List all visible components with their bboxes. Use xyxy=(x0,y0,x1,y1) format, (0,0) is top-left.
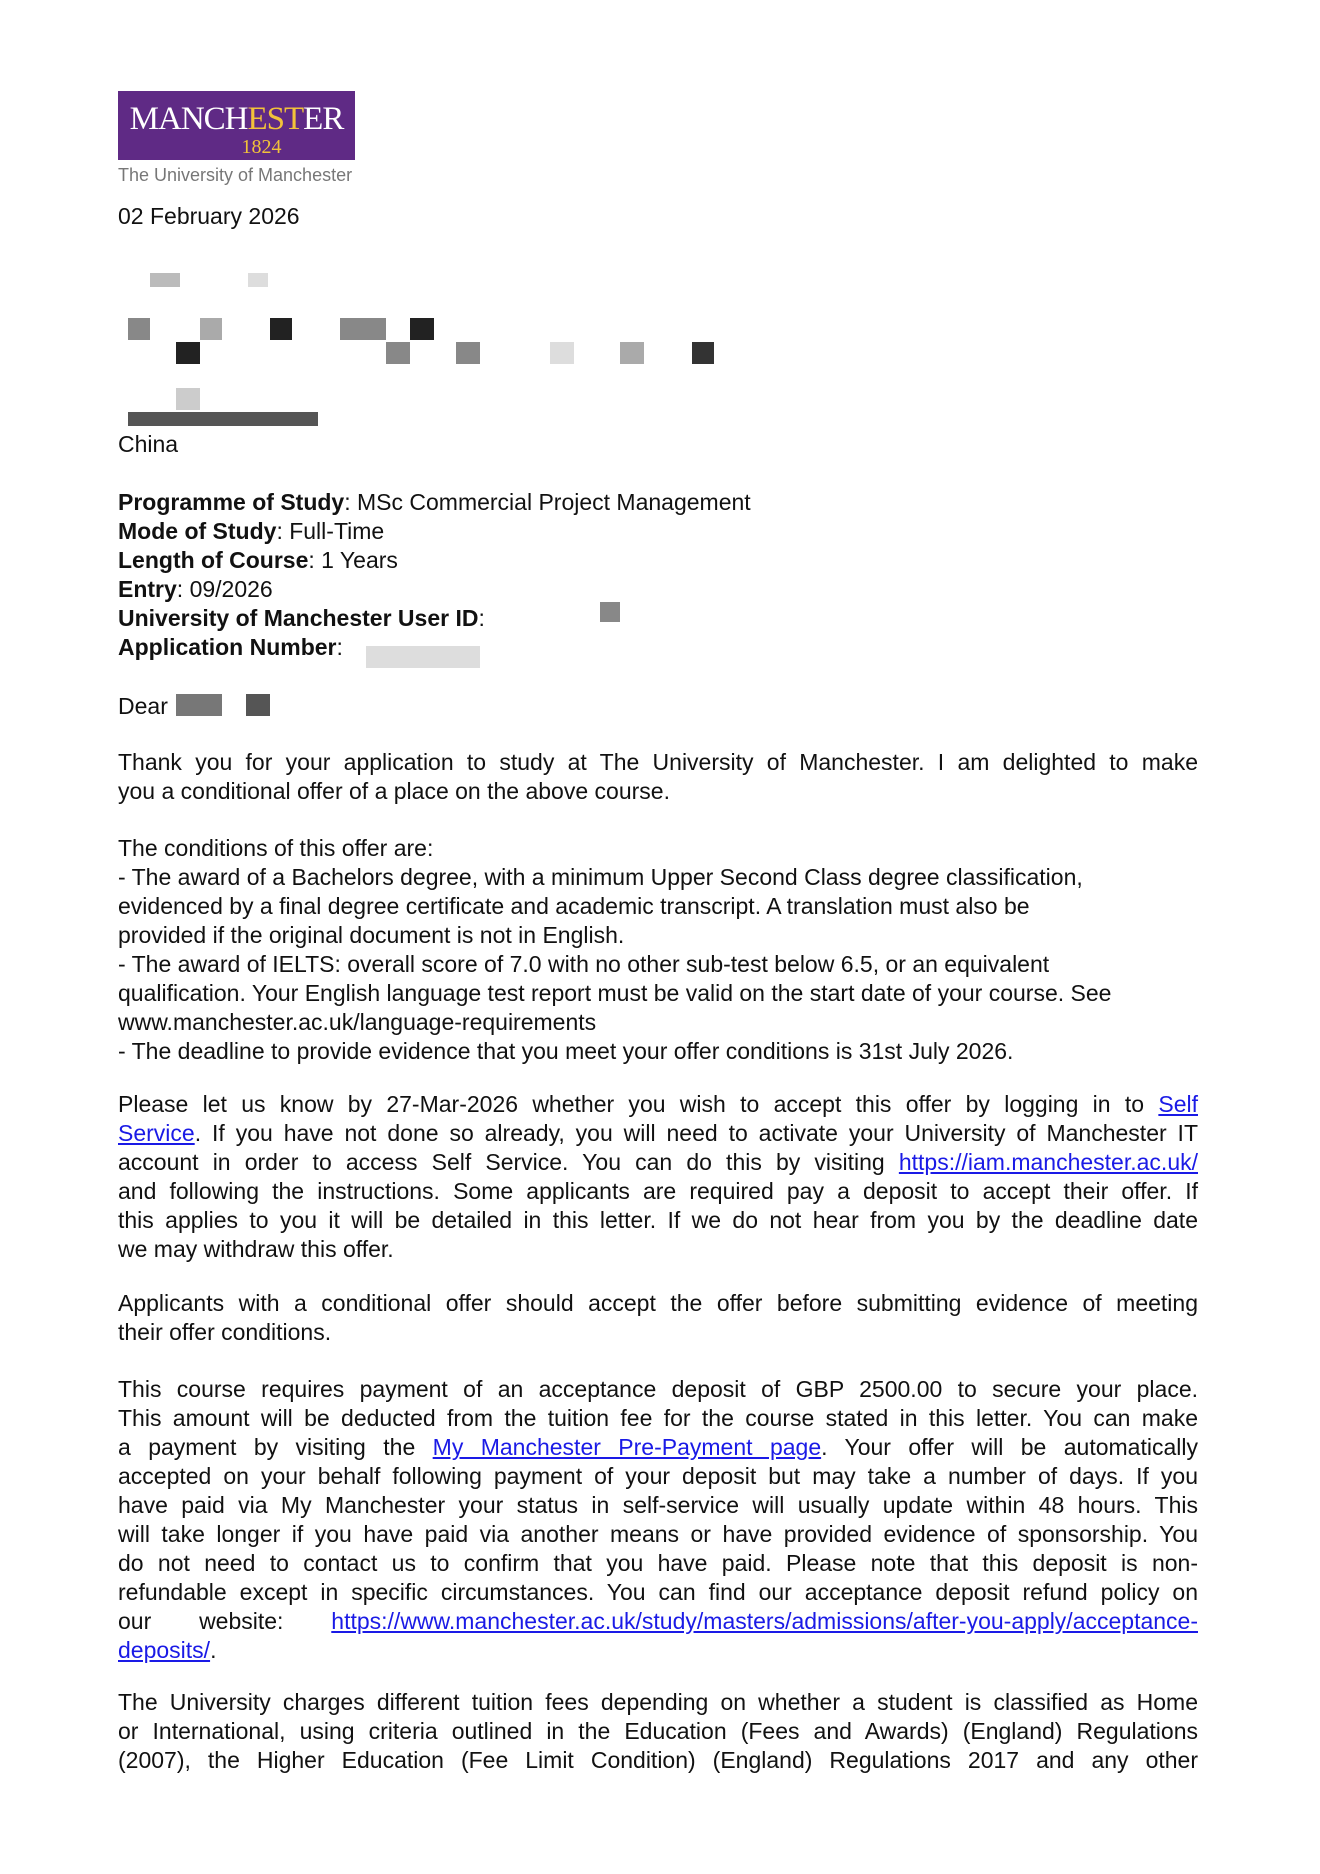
text: . xyxy=(210,1637,217,1663)
greeting: Dear xyxy=(118,693,168,719)
text-line xyxy=(118,1289,1198,1318)
detail-value: : Full-Time xyxy=(276,518,385,544)
detail-label: Programme of Study xyxy=(118,489,345,515)
text-line xyxy=(118,748,1198,777)
text: The conditions of this offer are: xyxy=(118,835,434,861)
detail-label: Mode of Study xyxy=(118,518,277,544)
detail-value: : MSc Commercial Project Management xyxy=(344,489,751,515)
paragraph xyxy=(118,1090,1198,1264)
text: Thank you for your application to study at The University of Manchester. I am delighted to make xyxy=(118,749,1198,775)
text: Applicants with a conditional offer should accept the offer before submitting evidence of meeting xyxy=(118,1290,1198,1316)
text: we may withdraw this offer. xyxy=(118,1236,394,1262)
link[interactable]: https://iam.manchester.ac.uk/ xyxy=(898,1149,1198,1175)
paragraph xyxy=(118,1289,1198,1347)
text-line xyxy=(118,1404,1198,1433)
detail-row xyxy=(118,633,1198,662)
text: have paid via My Manchester your status in self-service will usually update within 48 hours. This xyxy=(118,1492,1198,1518)
text-line xyxy=(118,1578,1198,1607)
text: this applies to you it will be detailed in this letter. If we do not hear from you by the deadline date xyxy=(118,1207,1198,1233)
text: a payment by visiting the xyxy=(118,1434,433,1460)
paragraph xyxy=(118,748,1198,806)
detail-value: : 1 Years xyxy=(308,547,398,573)
text-line xyxy=(118,979,1198,1008)
text: Please let us know by 27-Mar-2026 whether you wish to accept this offer by logging in to xyxy=(118,1091,1159,1117)
text-line xyxy=(118,1375,1198,1404)
text-line xyxy=(118,1549,1198,1578)
text-line xyxy=(118,1037,1198,1066)
text: (2007), the Higher Education (Fee Limit Condition) (England) Regulations 2017 and any other xyxy=(118,1747,1198,1773)
detail-row xyxy=(118,517,1198,546)
text: - The award of IELTS: overall score of 7.0 with no other sub-test below 6.5, or an equivalent xyxy=(118,951,1050,977)
text-line xyxy=(118,1433,1198,1462)
text-line xyxy=(118,1090,1198,1119)
text-line xyxy=(118,863,1198,892)
text: qualification. Your English language test report must be valid on the start date of your course. See xyxy=(118,980,1112,1006)
detail-label: Length of Course xyxy=(118,547,309,573)
text: will take longer if you have paid via another means or have provided evidence of sponsorship. You xyxy=(118,1521,1198,1547)
detail-label: University of Manchester User ID xyxy=(118,605,479,631)
detail-row xyxy=(118,488,1198,517)
text: account in order to access Self Service. You can do this by visiting xyxy=(118,1149,899,1175)
detail-label: Application Number xyxy=(118,634,337,660)
text: refundable except in specific circumstances. You can find our acceptance deposit refund policy on xyxy=(118,1579,1198,1605)
text-line xyxy=(118,1235,1198,1264)
paragraph xyxy=(118,1688,1198,1775)
text: . If you have not done so already, you will need to activate your University of Manchester IT xyxy=(194,1120,1198,1146)
university-logo xyxy=(118,91,355,160)
text-line xyxy=(118,1607,1198,1636)
text-line xyxy=(118,1746,1198,1775)
link[interactable]: My Manchester Pre-Payment page xyxy=(432,1434,822,1460)
text: www.manchester.ac.uk/language-requirements xyxy=(118,1009,597,1035)
text: our website: xyxy=(118,1608,332,1634)
text-line xyxy=(118,1008,1198,1037)
text-line xyxy=(118,1318,1198,1347)
text: - The deadline to provide evidence that you meet your offer conditions is 31st July 2026. xyxy=(118,1038,1014,1064)
text-line xyxy=(118,921,1198,950)
text-line xyxy=(118,1491,1198,1520)
paragraph xyxy=(118,1375,1198,1665)
detail-value: : xyxy=(478,605,485,631)
text: provided if the original document is not in English. xyxy=(118,922,625,948)
detail-value: : xyxy=(336,634,343,660)
text-line xyxy=(118,1177,1198,1206)
detail-row xyxy=(118,546,1198,575)
text: their offer conditions. xyxy=(118,1319,332,1345)
text: accepted on your behalf following payment of your deposit but may take a number of days. If you xyxy=(118,1463,1198,1489)
paragraph xyxy=(118,834,1198,1066)
text-line xyxy=(118,892,1198,921)
text: and following the instructions. Some applicants are required pay a deposit to accept their offer. If xyxy=(118,1178,1198,1204)
text-line xyxy=(118,834,1198,863)
link[interactable]: Service xyxy=(118,1120,195,1146)
text-line xyxy=(118,1148,1198,1177)
detail-label: Entry xyxy=(118,576,177,602)
text-line xyxy=(118,777,1198,806)
detail-row xyxy=(118,575,1198,604)
text-line xyxy=(118,1206,1198,1235)
text: you a conditional offer of a place on the above course. xyxy=(118,778,670,804)
text: . Your offer will be automatically xyxy=(821,1434,1198,1460)
link[interactable]: https://www.manchester.ac.uk/study/masters/admissions/after-you-apply/acceptance- xyxy=(331,1608,1198,1634)
detail-value: : 09/2026 xyxy=(176,576,273,602)
text: This amount will be deducted from the tuition fee for the course stated in this letter. You can make xyxy=(118,1405,1198,1431)
text: or International, using criteria outlined in the Education (Fees and Awards) (England) Regulations xyxy=(118,1718,1198,1744)
text: The University charges different tuition fees depending on whether a student is classified as Home xyxy=(118,1689,1198,1715)
text-line xyxy=(118,1636,1198,1665)
link[interactable]: Self xyxy=(1158,1091,1198,1117)
logo-subtitle: The University of Manchester xyxy=(118,165,353,185)
letter-date: 02 February 2026 xyxy=(118,203,300,229)
address-country: China xyxy=(118,431,179,457)
text-line xyxy=(118,1520,1198,1549)
offer-details xyxy=(118,488,1198,662)
text: evidenced by a final degree certificate and academic transcript. A translation must also be xyxy=(118,893,1030,919)
text: This course requires payment of an acceptance deposit of GBP 2500.00 to secure your place. xyxy=(118,1376,1198,1402)
text: do not need to contact us to confirm that you have paid. Please note that this deposit is non- xyxy=(118,1550,1198,1576)
text-line xyxy=(118,1717,1198,1746)
text: - The award of a Bachelors degree, with a minimum Upper Second Class degree classification, xyxy=(118,864,1083,890)
link[interactable]: deposits/ xyxy=(118,1637,211,1663)
logo-wordmark: MANCHESTER xyxy=(129,101,344,137)
text-line xyxy=(118,1462,1198,1491)
text-line xyxy=(118,1119,1198,1148)
text-line xyxy=(118,950,1198,979)
logo-year: 1824 xyxy=(241,136,282,158)
detail-row xyxy=(118,604,1198,633)
text-line xyxy=(118,1688,1198,1717)
